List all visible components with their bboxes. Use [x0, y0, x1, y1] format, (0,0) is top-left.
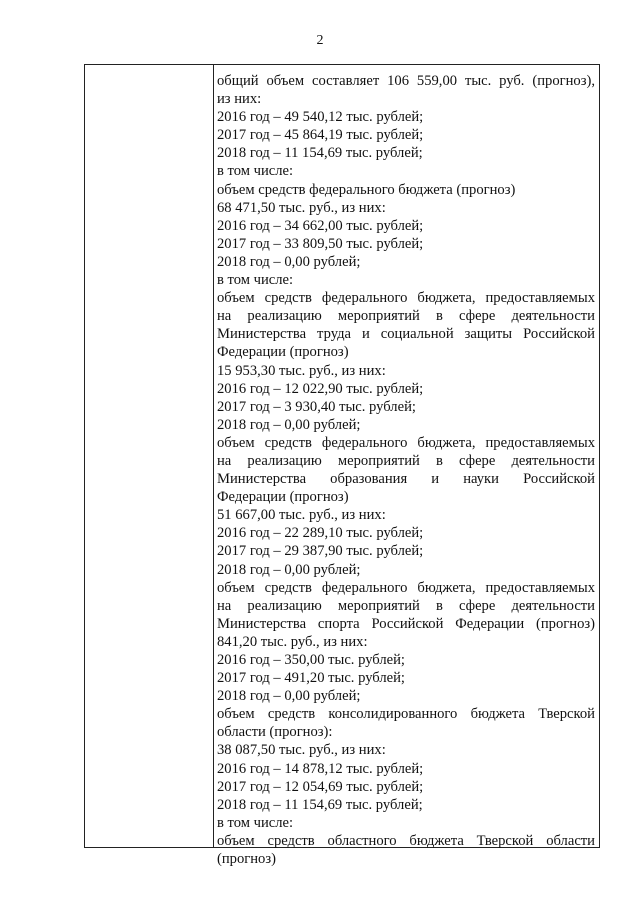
text-line: 2018 год – 0,00 рублей;	[217, 253, 361, 270]
funding-text-cell	[217, 72, 595, 868]
text-line: 2016 год – 34 662,00 тыс. рублей;	[217, 217, 424, 234]
text-line: 2016 год – 12 022,90 тыс. рублей;	[217, 380, 424, 397]
text-line: 51 667,00 тыс. руб., из них:	[217, 507, 386, 524]
text-line: 2017 год – 33 809,50 тыс. рублей;	[217, 235, 424, 252]
text-line: 2017 год – 29 387,90 тыс. рублей;	[217, 543, 424, 560]
text-line: объем средств консолидированного бюджета Тверской	[217, 706, 595, 723]
text-line: из них:	[217, 91, 262, 108]
text-line: 2018 год – 0,00 рублей;	[217, 688, 361, 705]
text-line: объем средств федерального бюджета, предоставляемых	[217, 290, 595, 307]
text-line: (прогноз)	[217, 851, 276, 868]
text-line: 38 087,50 тыс. руб., из них:	[217, 742, 386, 759]
text-line: 2017 год – 12 054,69 тыс. рублей;	[217, 778, 424, 795]
column-divider	[213, 65, 214, 847]
budget-table	[84, 64, 600, 868]
text-line: области (прогноз):	[217, 724, 333, 741]
text-line: Министерства спорта Российской Федерации (прогноз)	[217, 615, 595, 632]
text-line: Министерства образования и науки Российской	[217, 471, 595, 488]
text-line: 2016 год – 14 878,12 тыс. рублей;	[217, 760, 424, 777]
text-line: на реализацию мероприятий в сфере деятельности	[217, 308, 595, 325]
text-line: 2018 год – 0,00 рублей;	[217, 561, 361, 578]
page-number: 2	[316, 33, 324, 48]
text-line: объем средств федерального бюджета, предоставляемых	[217, 579, 595, 596]
text-line: 2016 год – 22 289,10 тыс. рублей;	[217, 525, 424, 542]
text-line: 2017 год – 491,20 тыс. рублей;	[217, 670, 405, 687]
text-line: Министерства труда и социальной защиты Российской	[217, 326, 595, 343]
text-line: Федерации (прогноз)	[217, 489, 349, 506]
text-line: 2017 год – 45 864,19 тыс. рублей;	[217, 127, 424, 144]
text-line: на реализацию мероприятий в сфере деятельности	[217, 597, 595, 614]
text-line: на реализацию мероприятий в сфере деятельности	[217, 452, 595, 469]
text-line: общий объем составляет 106 559,00 тыс. руб. (прогноз),	[217, 73, 595, 89]
text-line: в том числе:	[217, 163, 294, 180]
text-line: 15 953,30 тыс. руб., из них:	[217, 362, 386, 379]
text-line: 2017 год – 3 930,40 тыс. рублей;	[217, 398, 416, 415]
text-line: 2018 год – 11 154,69 тыс. рублей;	[217, 145, 423, 162]
text-line: 68 471,50 тыс. руб., из них:	[217, 199, 386, 216]
text-line: в том числе:	[217, 272, 294, 289]
text-line: 2018 год – 0,00 рублей;	[217, 416, 361, 433]
text-line: 841,20 тыс. руб., из них:	[217, 633, 368, 650]
text-line: 2016 год – 49 540,12 тыс. рублей;	[217, 109, 424, 126]
text-line: объем средств областного бюджета Тверской области	[217, 832, 595, 849]
text-line: 2016 год – 350,00 тыс. рублей;	[217, 652, 405, 668]
text-line: объем средств федерального бюджета, предоставляемых	[217, 434, 595, 451]
text-line: 2018 год – 11 154,69 тыс. рублей;	[217, 796, 423, 813]
text-line: в том числе:	[217, 814, 294, 831]
text-line: объем средств федерального бюджета (прогноз)	[217, 181, 516, 198]
text-line: Федерации (прогноз)	[217, 344, 349, 361]
